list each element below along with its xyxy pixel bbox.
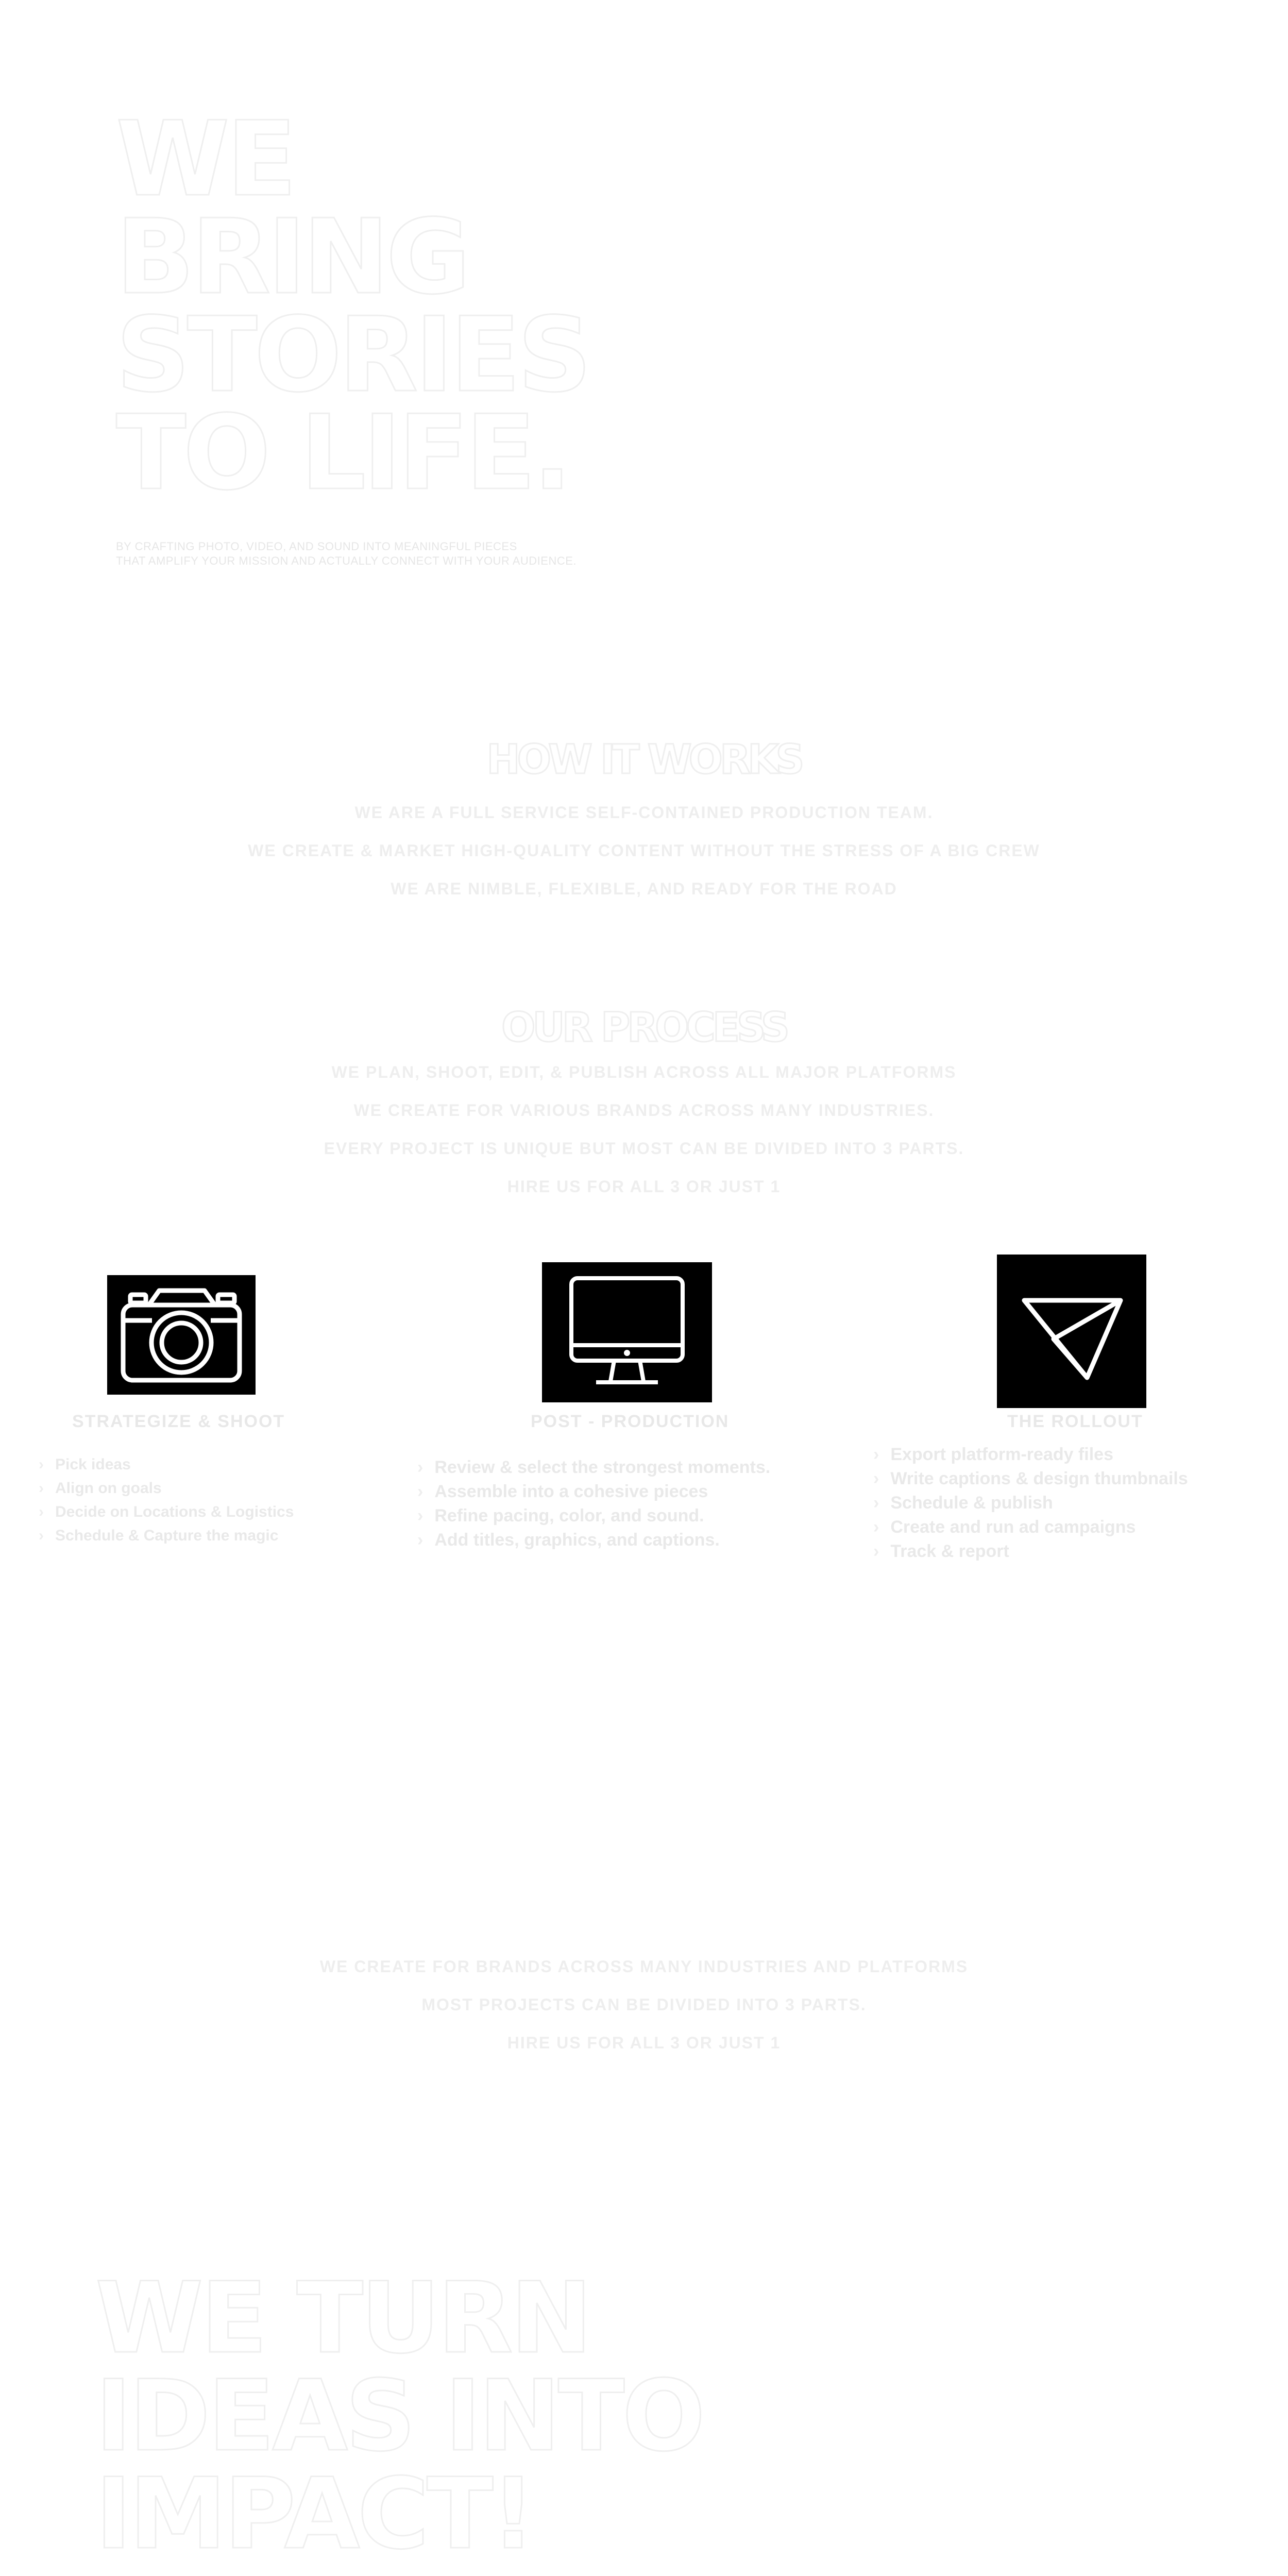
column-title: THE ROLLOUT xyxy=(1007,1412,1143,1431)
our-process-title: OUR PROCESS xyxy=(501,1005,787,1051)
list-item: › Pick ideas xyxy=(39,1453,294,1477)
list-item: › Align on goals xyxy=(39,1477,294,1500)
mid-text-line: MOST PROJECTS CAN BE DIVIDED INTO 3 PARTS. xyxy=(421,1995,867,2014)
column-list xyxy=(39,1453,294,1548)
how-it-works-line: WE ARE A FULL SERVICE SELF-CONTAINED PRODUCTION TEAM. xyxy=(354,803,934,822)
our-process-line: EVERY PROJECT IS UNIQUE BUT MOST CAN BE DIVIDED INTO 3 PARTS. xyxy=(324,1139,964,1158)
list-item: › Decide on Locations & Logistics xyxy=(39,1500,294,1524)
hero-top-subtitle-line: THAT AMPLIFY YOUR MISSION AND ACTUALLY CONNECT WITH YOUR AUDIENCE. xyxy=(116,554,577,567)
hero-bottom-line: IMPACT! xyxy=(95,2457,533,2571)
our-process-line: WE CREATE FOR VARIOUS BRANDS ACROSS MANY INDUSTRIES. xyxy=(353,1101,935,1120)
hero-bottom-line: WE TURN xyxy=(95,2261,590,2375)
hero-top-line: BRING xyxy=(116,197,468,317)
list-item: › Assemble into a cohesive pieces xyxy=(417,1480,770,1504)
hero-top xyxy=(116,99,786,568)
list-item: › Export platform-ready files xyxy=(873,1443,1188,1467)
how-it-works-line: WE ARE NIMBLE, FLEXIBLE, AND READY FOR THE ROAD xyxy=(391,879,897,898)
mid-text-line: HIRE US FOR ALL 3 OR JUST 1 xyxy=(507,2033,781,2052)
monitor-icon xyxy=(542,1262,712,1402)
column-title: POST - PRODUCTION xyxy=(531,1412,730,1431)
column-title: STRATEGIZE & SHOOT xyxy=(72,1412,285,1431)
our-process-line: HIRE US FOR ALL 3 OR JUST 1 xyxy=(507,1177,781,1196)
hero-top-subtitle-line: BY CRAFTING PHOTO, VIDEO, AND SOUND INTO MEANINGFUL PIECES xyxy=(116,540,517,553)
hero-top-line: TO LIFE. xyxy=(116,393,569,513)
list-item: › Review & select the strongest moments. xyxy=(417,1455,770,1480)
camera-icon xyxy=(107,1275,256,1395)
hero-top-subtitle xyxy=(116,539,786,568)
hero-top-line: STORIES xyxy=(116,295,589,415)
how-it-works-title: HOW IT WORKS xyxy=(486,737,802,783)
list-item: › Schedule & Capture the magic xyxy=(39,1524,294,1548)
mid-text-section xyxy=(0,1947,1288,2062)
how-it-works-line: WE CREATE & MARKET HIGH-QUALITY CONTENT WITHOUT THE STRESS OF A BIG CREW xyxy=(248,841,1040,860)
column-list xyxy=(417,1455,770,1552)
list-item: › Add titles, graphics, and captions. xyxy=(417,1528,770,1552)
hero-top-line: WE xyxy=(116,99,294,219)
list-item: › Schedule & publish xyxy=(873,1491,1188,1515)
send-icon xyxy=(997,1255,1146,1408)
our-process-section xyxy=(0,1005,1288,1206)
hero-bottom-line: IDEAS INTO xyxy=(95,2359,703,2473)
list-item: › Write captions & design thumbnails xyxy=(873,1467,1188,1491)
column-list xyxy=(873,1443,1188,1564)
our-process-line: WE PLAN, SHOOT, EDIT, & PUBLISH ACROSS ALL MAJOR PLATFORMS xyxy=(331,1063,957,1081)
list-item: › Track & report xyxy=(873,1539,1188,1564)
mid-text-line: WE CREATE FOR BRANDS ACROSS MANY INDUSTRIES AND PLATFORMS xyxy=(319,1957,969,1976)
list-item: › Create and run ad campaigns xyxy=(873,1515,1188,1539)
hero-bottom xyxy=(95,2261,868,2576)
how-it-works-section xyxy=(0,737,1288,908)
list-item: › Refine pacing, color, and sound. xyxy=(417,1504,770,1528)
process-columns xyxy=(0,1247,1288,1607)
